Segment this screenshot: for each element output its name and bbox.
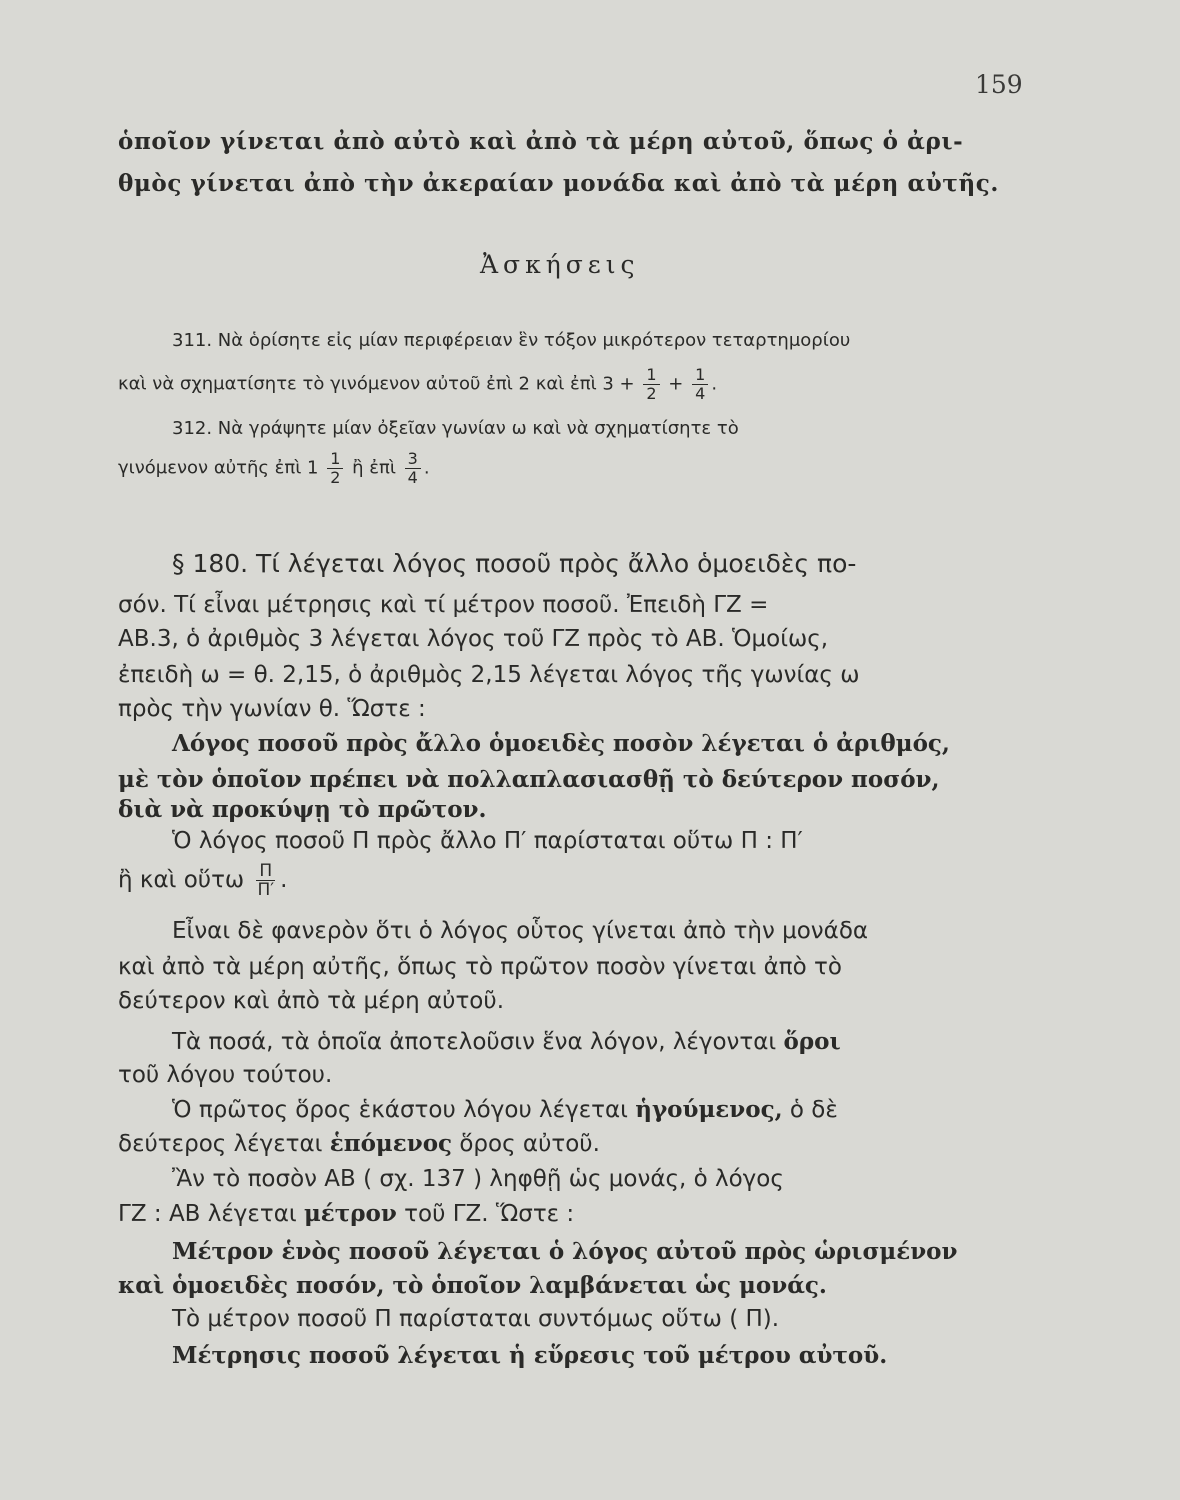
paragraph-3-line-2: τοῦ λόγου τούτου. [118, 1062, 333, 1088]
definition-ratio-line-2: μὲ τὸν ὁποῖον πρέπει νὰ πολλαπλασιασθῇ τὸ δεύτερον ποσόν, [118, 766, 940, 793]
exercise-311-line-1: 311. Νὰ ὁρίσητε εἰς μίαν περιφέρειαν ἓν τόξον μικρότερον τεταρτημορίου [172, 330, 851, 351]
fraction-half-2: $\frac{1}{2}$ [327, 450, 343, 487]
term-measure: μέτρον [303, 1200, 397, 1227]
paragraph-2-line-2: καὶ ἀπὸ τὰ μέρη αὐτῆς, ὅπως τὸ πρῶτον ποσὸν γίνεται ἀπὸ τὸ [118, 954, 842, 980]
term-consequent: ἑπόμενος [329, 1130, 453, 1157]
section-line-3: ΑΒ.3, ὁ ἀριθμὸς 3 λέγεται λόγος τοῦ ΓΖ πρὸς τὸ ΑΒ. Ὁμοίως, [118, 626, 829, 652]
term-antecedent: ἡγούμενος, [635, 1096, 783, 1123]
section-line-5: πρὸς τὴν γωνίαν θ. Ὥστε : [118, 696, 426, 722]
paragraph-2-line-3: δεύτερον καὶ ἀπὸ τὰ μέρη αὐτοῦ. [118, 988, 505, 1014]
exercise-311-text: καὶ νὰ σχηματίσητε τὸ γινόμενον αὐτοῦ ἐπὶ 2 καὶ ἐπὶ 3 + [118, 373, 635, 395]
measure-notation: Τὸ μέτρον ποσοῦ Π παρίσταται συντόμως οὕτω ( Π). [172, 1306, 780, 1332]
paragraph-5-line-1: Ἂν τὸ ποσὸν ΑΒ ( σχ. 137 ) ληφθῇ ὡς μονάς, ὁ λόγος [172, 1166, 784, 1192]
exercise-311-line-2: καὶ νὰ σχηματίσητε τὸ γινόμενον αὐτοῦ ἐπὶ 2 καὶ ἐπὶ 3 + $\frac{1}{2}$ + $\frac{1}{4}$ . [118, 365, 718, 403]
paragraph-2-line-1: Εἶναι δὲ φανερὸν ὅτι ὁ λόγος οὗτος γίνεται ἀπὸ τὴν μονάδα [172, 918, 869, 944]
section-180-title-line-1: § 180. Τί λέγεται λόγος ποσοῦ πρὸς ἄλλο ὁμοειδὲς πο- [172, 549, 857, 578]
ratio-notation-line-2: ἢ καὶ οὕτω $\frac{\Pi}{\Pi'}$ . [118, 861, 288, 900]
page-number: 159 [975, 70, 1023, 99]
exercise-312-line-2: γινόμενον αὐτῆς ἐπὶ 1 $\frac{1}{2}$ ἢ ἐπὶ $\frac{3}{4}$ . [118, 449, 430, 487]
intro-line-1: ὁποῖον γίνεται ἀπὸ αὐτὸ καὶ ἀπὸ τὰ μέρη αὐτοῦ, ὅπως ὁ ἀρι- [118, 128, 964, 155]
definition-measurement: Μέτρησις ποσοῦ λέγεται ἡ εὕρεσις τοῦ μέτρου αὐτοῦ. [172, 1342, 888, 1369]
term-terms: ὅροι [783, 1028, 841, 1055]
paragraph-4-line-1: Ὁ πρῶτος ὅρος ἑκάστου λόγου λέγεται ἡγούμενος, ὁ δὲ [172, 1096, 838, 1123]
fraction-three-quarters: $\frac{3}{4}$ [405, 450, 421, 487]
definition-ratio-line-1: Λόγος ποσοῦ πρὸς ἄλλο ὁμοειδὲς ποσὸν λέγεται ὁ ἀριθμός, [172, 730, 950, 757]
intro-line-2: θμὸς γίνεται ἀπὸ τὴν ἀκεραίαν μονάδα καὶ ἀπὸ τὰ μέρη αὐτῆς. [118, 170, 999, 197]
fraction-p-over-p-prime: $\frac{\Pi}{\Pi'}$ [257, 861, 275, 900]
section-line-2: σόν. Τί εἶναι μέτρησις καὶ τί μέτρον ποσοῦ. Ἐπειδὴ ΓΖ = [118, 592, 769, 618]
fraction-quarter: $\frac{1}{4}$ [692, 366, 708, 403]
definition-ratio-line-3: διὰ νὰ προκύψῃ τὸ πρῶτον. [118, 796, 487, 823]
fraction-half: $\frac{1}{2}$ [643, 366, 659, 403]
definition-measure-line-2: καὶ ὁμοειδὲς ποσόν, τὸ ὁποῖον λαμβάνεται ὡς μονάς. [118, 1272, 827, 1299]
ratio-notation-line-1: Ὁ λόγος ποσοῦ Π πρὸς ἄλλο Π′ παρίσταται οὕτω Π : Π′ [172, 828, 803, 854]
section-line-4: ἐπειδὴ ω = θ. 2,15, ὁ ἀριθμὸς 2,15 λέγεται λόγος τῆς γωνίας ω [118, 662, 860, 688]
definition-measure-line-1: Μέτρον ἑνὸς ποσοῦ λέγεται ὁ λόγος αὐτοῦ πρὸς ὡρισμένον [172, 1238, 958, 1265]
paragraph-3-line-1: Τὰ ποσά, τὰ ὁποῖα ἀποτελοῦσιν ἕνα λόγον, λέγονται ὅροι [172, 1028, 841, 1055]
paragraph-5-line-2: ΓΖ : ΑΒ λέγεται μέτρον τοῦ ΓΖ. Ὥστε : [118, 1200, 575, 1227]
exercise-312-line-1: 312. Νὰ γράψητε μίαν ὀξεῖαν γωνίαν ω καὶ νὰ σχηματίσητε τὸ [172, 418, 739, 439]
exercises-heading: Ἀσκήσεις [480, 250, 640, 279]
paragraph-4-line-2: δεύτερος λέγεται ἑπόμενος ὅρος αὐτοῦ. [118, 1130, 600, 1157]
